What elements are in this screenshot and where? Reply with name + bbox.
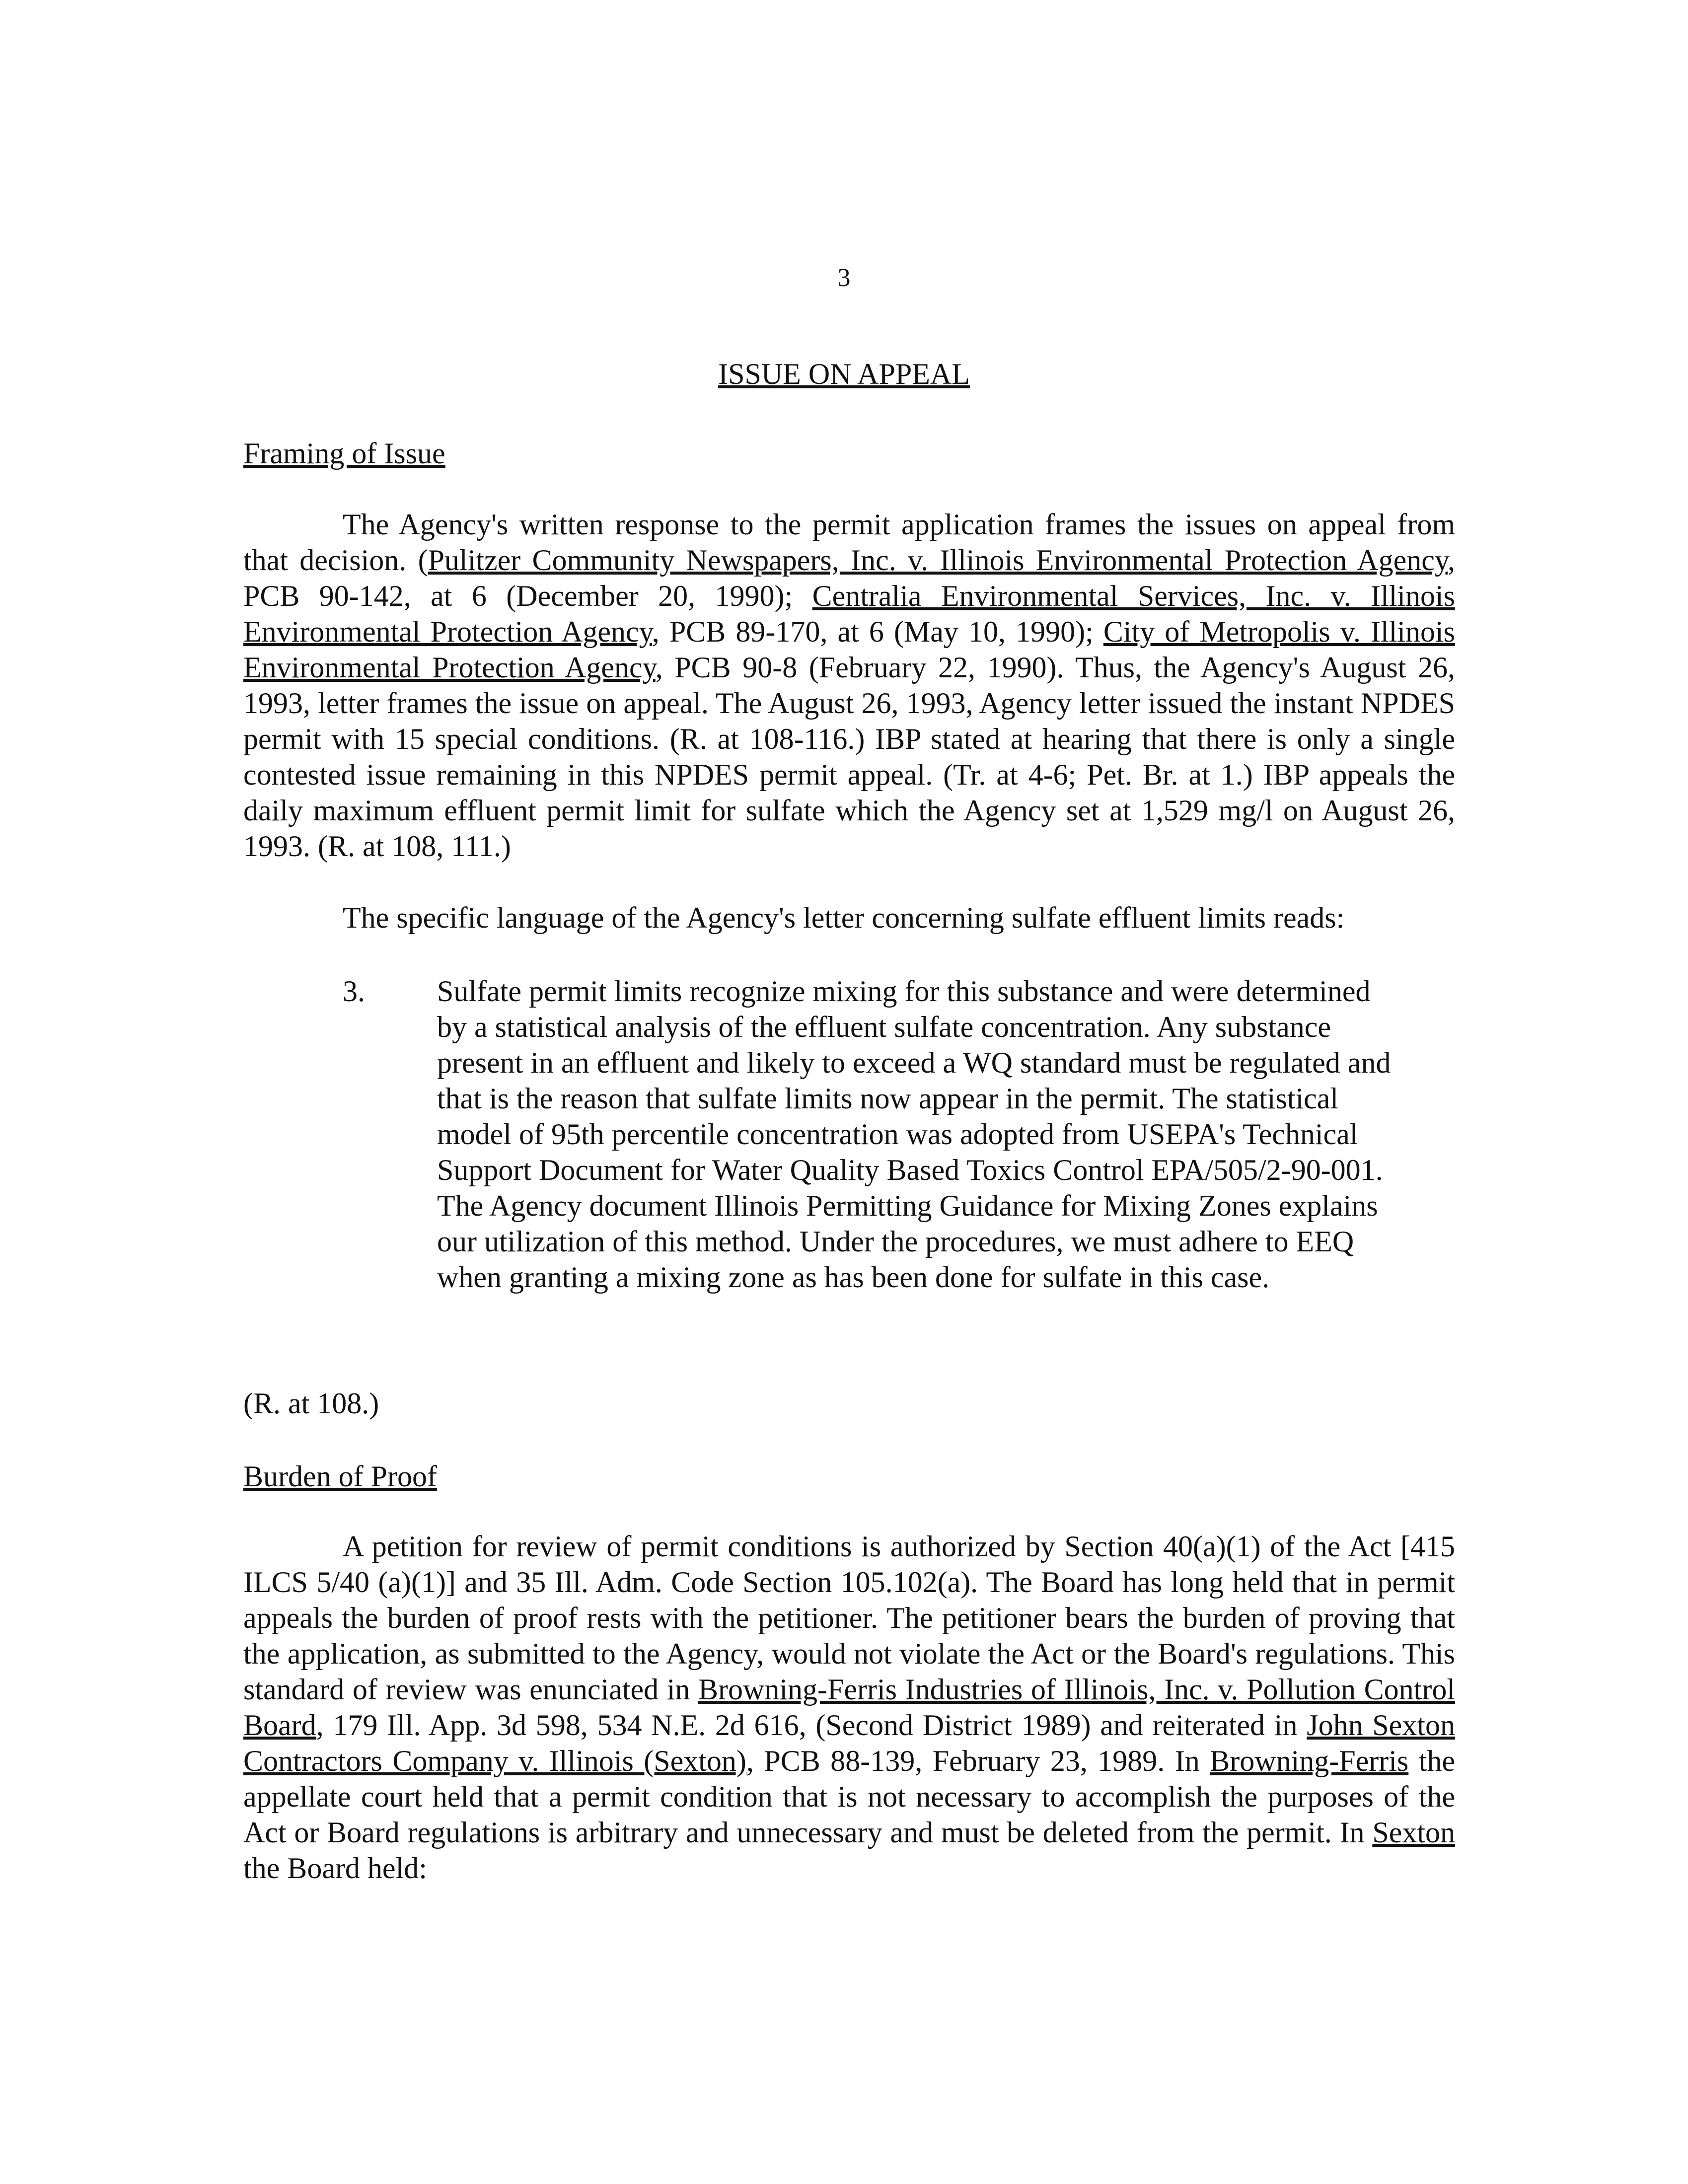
quote-text: Sulfate permit limits recognize mixing for this substance and were determined by a statistical analysis of the effluent sulfate concentration. Any substance present in an effluent and likely to exceed a WQ standard must be regulated and that is the reason that sulfate limits now appear in the permit. The statistical model of 95th percentile concentration was adopted from USEPA's Technical Support Document for Water Quality Based Toxics Control EPA/505/2-90-001. The Agency document Illinois Permitting Guidance for Mixing Zones explains our utilization of this method. Under the procedures, we must adhere to EEQ when granting a mixing zone as has been done for sulfate in this case. <box>437 975 1391 1294</box>
paragraph-framing-2 <box>243 900 1455 936</box>
text-segment: The specific language of the Agency's letter concerning sulfate effluent limits reads: <box>343 901 1345 934</box>
page-number: 3 <box>837 264 851 292</box>
text-segment: The Agency's written response to the permit application frames the issues on appeal from that decision. ( <box>243 508 1455 577</box>
text-segment: the appellate court held that a permit condition that is not necessary to accomplish the purposes of the Act or Board regulations is arbitrary and unnecessary and must be deleted from the permit. In <box>243 1745 1455 1849</box>
quote-number: 3. <box>343 975 365 1008</box>
text-segment: , PCB 88-139, February 23, 1989. In <box>746 1745 1210 1777</box>
section-heading-burden: Burden of Proof <box>243 1460 437 1493</box>
text-segment: , 179 Ill. App. 3d 598, 534 N.E. 2d 616, (Second District 1989) and reiterated in <box>316 1709 1307 1742</box>
text-segment: , PCB 89-170, at 6 (May 10, 1990); <box>652 615 1103 648</box>
case-citation: Browning-Ferris Industries of Illinois, Inc. v. Pollution Control Board <box>243 1673 1456 1742</box>
text-segment: the Board held: <box>243 1852 427 1885</box>
paragraph-burden <box>243 1529 1455 1886</box>
page-title: ISSUE ON APPEAL <box>718 358 970 390</box>
section-heading-framing: Framing of Issue <box>243 437 445 470</box>
text-segment: , PCB 90-8 (February 22, 1990). Thus, the Agency's August 26, 1993, letter frames the issue on appeal. The August 26, 1993, Agency letter issued the instant NPDES permit with 15 special conditions. (R. at 108-116.) IBP stated at hearing that there is only a single contested issue remaining in this NPDES permit appeal. (Tr. at 4-6; Pet. Br. at 1.) IBP appeals the daily maximum effluent permit limit for sulfate which the Agency set at 1,529 mg/l on August 26, 1993. (R. at 108, 111.) <box>243 651 1456 863</box>
case-citation: John Sexton Contractors Company v. Illinois (Sexton) <box>243 1709 1455 1777</box>
paragraph-framing-1 <box>243 507 1455 864</box>
case-citation: Browning-Ferris <box>1210 1745 1409 1777</box>
case-citation: Centralia Environmental Services, Inc. v. Illinois Environmental Protection Agency <box>243 580 1455 648</box>
record-citation: (R. at 108.) <box>243 1387 379 1420</box>
text-segment: , PCB 90-142, at 6 (December 20, 1990); <box>243 544 1456 612</box>
case-citation: Pulitzer Community Newspapers, Inc. v. Illinois Environmental Protection Agency <box>428 544 1448 577</box>
case-citation: Sexton <box>1372 1816 1455 1849</box>
text-segment: A petition for review of permit conditions is authorized by Section 40(a)(1) of the Act [415 ILCS 5/40 (a)(1)] and 35 Ill. Adm. Code Section 105.102(a). The Board has long held that in permit appeals the burden of proof rests with the petitioner. The petitioner bears the burden of proving that the application, as submitted to the Agency, would not violate the Act or the Board's regulations. This standard of review was enunciated in <box>243 1530 1455 1706</box>
case-citation: City of Metropolis v. Illinois Environmental Protection Agency <box>243 615 1455 684</box>
